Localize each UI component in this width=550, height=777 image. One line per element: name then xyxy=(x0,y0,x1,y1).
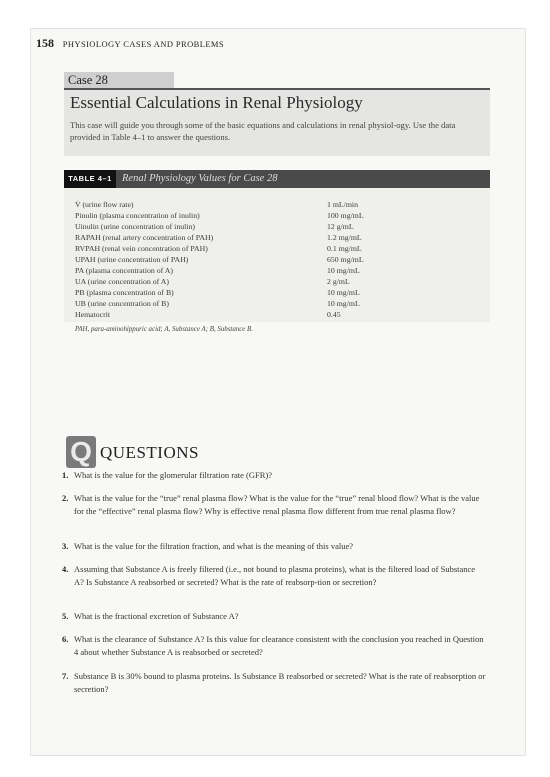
table-row xyxy=(75,254,465,265)
table-value: 0.45 xyxy=(327,310,341,319)
running-title: PHYSIOLOGY CASES AND PROBLEMS xyxy=(62,39,224,49)
table-value: 2 g/mL xyxy=(327,277,350,286)
table-row xyxy=(75,243,465,254)
table-param: Pinulin (plasma concentration of inulin) xyxy=(75,211,200,220)
question-item xyxy=(62,469,486,482)
table-param: PA (plasma concentration of A) xyxy=(75,266,174,275)
case-label: Case 28 xyxy=(64,72,174,88)
table-value: 10 mg/mL xyxy=(327,266,360,275)
table-value: 1.2 mg/mL xyxy=(327,233,362,242)
question-number: 7. xyxy=(62,671,69,681)
table-param: Uinulin (urine concentration of inulin) xyxy=(75,222,195,231)
table-value: 100 mg/mL xyxy=(327,211,364,220)
question-text: What is the fractional excretion of Substance A? xyxy=(74,611,239,621)
table-row xyxy=(75,309,465,320)
table-param: UA (urine concentration of A) xyxy=(75,277,169,286)
question-text: Assuming that Substance A is freely filtered (i.e., not bound to plasma proteins), what is the filtered load of Substance A? Is Substance A reabsorbed or secreted? What is the rate of reabsorp-tion or secretion? xyxy=(74,564,476,587)
table-row xyxy=(75,221,465,232)
table-row xyxy=(75,210,465,221)
table-value: 0.1 mg/mL xyxy=(327,244,362,253)
table-param: PB (plasma concentration of B) xyxy=(75,288,174,297)
table-param: UPAH (urine concentration of PAH) xyxy=(75,255,189,264)
question-number: 4. xyxy=(62,564,69,574)
table-title: Renal Physiology Values for Case 28 xyxy=(122,173,278,184)
question-number: 2. xyxy=(62,493,69,503)
question-text: Substance B is 30% bound to plasma proteins. Is Substance B reabsorbed or secreted? What is the rate of reabsorption or secretion? xyxy=(74,671,486,694)
table-row xyxy=(75,232,465,243)
case-intro: This case will guide you through some of the basic equations and calculations in renal physiol-ogy. Use the data provided in Table 4–1 to answer the questions. xyxy=(70,120,456,142)
table-param: RAPAH (renal artery concentration of PAH) xyxy=(75,233,214,242)
question-text: What is the clearance of Substance A? Is this value for clearance consistent with the conclusion you reached in Question 4 about whether Substance A is reabsorbed or secreted? xyxy=(74,634,484,657)
case-title: Essential Calculations in Renal Physiology xyxy=(70,93,363,112)
table-param: UB (urine concentration of B) xyxy=(75,299,169,308)
table-row xyxy=(75,298,465,309)
table-value: 10 mg/mL xyxy=(327,288,360,297)
table-param: Hematocrit xyxy=(75,310,111,319)
table-footnote: PAH, para-aminohippuric acid; A, Substance A; B, Substance B. xyxy=(75,326,253,333)
question-number: 1. xyxy=(62,470,69,480)
questions-heading: QUESTIONS xyxy=(100,443,199,462)
table-value: 1 mL/min xyxy=(327,200,358,209)
page-number: 158 xyxy=(36,36,54,50)
question-text: What is the value for the glomerular filtration rate (GFR)? xyxy=(74,470,273,480)
question-item xyxy=(62,610,486,623)
table-label: TABLE 4–1 xyxy=(64,170,116,188)
table-row xyxy=(75,199,465,210)
questions-q-icon: Q xyxy=(66,436,96,468)
question-text: What is the value for the “true” renal plasma flow? What is the value for the “true” renal blood flow? What is the value for the “effective” renal plasma flow? Why is effective renal plasma flow different from true renal plasma flow? xyxy=(74,493,480,516)
case-rule xyxy=(64,88,490,90)
table-row xyxy=(75,265,465,276)
question-item xyxy=(62,540,486,553)
question-item xyxy=(62,633,486,658)
table-param: RVPAH (renal vein concentration of PAH) xyxy=(75,244,208,253)
table-param: V̇ (urine flow rate) xyxy=(75,200,134,209)
question-item xyxy=(62,492,486,517)
table-row xyxy=(75,276,465,287)
question-number: 6. xyxy=(62,634,69,644)
table-value: 10 mg/mL xyxy=(327,299,360,308)
table-row xyxy=(75,287,465,298)
running-head xyxy=(36,36,224,51)
question-number: 5. xyxy=(62,611,69,621)
question-text: What is the value for the filtration fraction, and what is the meaning of this value? xyxy=(74,541,353,551)
question-number: 3. xyxy=(62,541,69,551)
table-value: 12 g/mL xyxy=(327,222,354,231)
question-item xyxy=(62,670,486,695)
question-item xyxy=(62,563,486,588)
table-value: 650 mg/mL xyxy=(327,255,364,264)
